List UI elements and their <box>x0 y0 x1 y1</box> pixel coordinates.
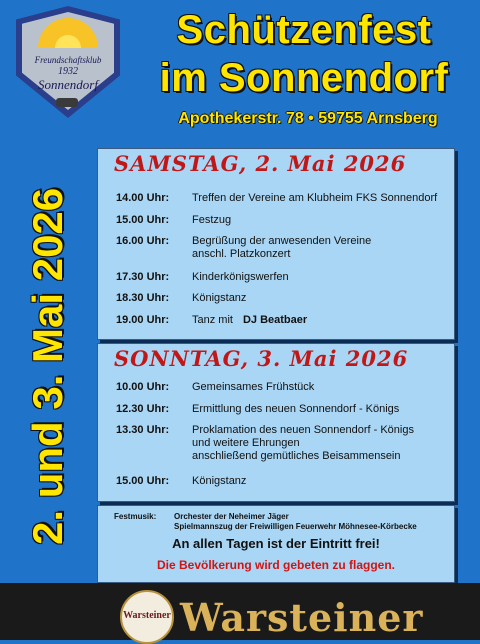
schedule-event <box>192 381 452 394</box>
music-line-1: Orchester der Neheimer Jäger <box>174 512 289 521</box>
event-line: Festzug <box>192 214 232 226</box>
event-line: Treffen der Vereine am Klubheim FKS Sonnendorf <box>192 192 438 204</box>
warsteiner-logo <box>120 590 174 644</box>
music-label: Festmusik: <box>114 512 157 521</box>
schedule-time: 14.00 Uhr: <box>116 192 170 204</box>
crest-year: 1932 <box>58 66 78 77</box>
sponsor-footer <box>0 583 480 640</box>
info-panel <box>97 505 455 583</box>
schedule-event <box>192 192 452 205</box>
club-crest <box>16 6 120 118</box>
crest-name: Sonnendorf <box>38 77 98 92</box>
flag-notice: Die Bevölkerung wird gebeten zu flaggen. <box>156 558 396 572</box>
schedule-event <box>192 235 452 261</box>
music-line-2: Spielmannszug der Freiwilligen Feuerwehr Möhnesee-Körbecke <box>174 522 417 531</box>
schedule-event <box>192 271 452 284</box>
event-line: Proklamation des neuen Sonnendorf - Königs <box>192 424 414 436</box>
title-line-2: im Sonnendorf <box>159 56 449 100</box>
address: Apothekerstr. 78 • 59755 Arnsberg <box>178 110 438 127</box>
schedule-time: 13.30 Uhr: <box>116 424 170 436</box>
event-line: und weitere Ehrungen <box>192 437 300 449</box>
event-line: Tanz mit DJ Beatbaer <box>192 314 308 326</box>
event-line: anschl. Platzkonzert <box>192 248 291 260</box>
title-line-1: Schützenfest <box>176 8 432 52</box>
schedule-time: 19.00 Uhr: <box>116 314 170 326</box>
schedule-time: 16.00 Uhr: <box>116 235 170 247</box>
vertical-date: 2. und 3. Mai 2026 <box>24 187 71 545</box>
schedule-time: 15.00 Uhr: <box>116 475 170 487</box>
schedule-event <box>192 292 452 305</box>
schedule-event <box>192 314 452 327</box>
sunday-heading: SONNTAG, 3. Mai 2026 <box>114 346 409 371</box>
crest-text <box>20 56 116 91</box>
schedule-event <box>192 424 452 463</box>
schedule-event <box>192 475 452 488</box>
event-line: Königstanz <box>192 475 247 487</box>
event-line: anschließend gemütliches Beisammensein <box>192 450 401 462</box>
schedule-time: 10.00 Uhr: <box>116 381 170 393</box>
schedule-event <box>192 214 452 227</box>
dj-name: DJ Beatbaer <box>242 314 308 326</box>
schedule-time: 15.00 Uhr: <box>116 214 170 226</box>
logo-text: Warsteiner <box>123 610 171 621</box>
event-line: Ermittlung des neuen Sonnendorf - Königs <box>192 403 400 415</box>
saturday-panel <box>97 148 455 340</box>
schedule-time: 18.30 Uhr: <box>116 292 170 304</box>
event-line: Gemeinsames Frühstück <box>192 381 315 393</box>
event-line: Königstanz <box>192 292 247 304</box>
event-line: Kinderkönigswerfen <box>192 271 289 283</box>
free-entry-notice: An allen Tagen ist der Eintritt frei! <box>172 536 380 551</box>
sponsor-brand: Warsteiner <box>180 595 424 640</box>
handshake-icon <box>56 98 78 107</box>
schedule-event <box>192 403 452 416</box>
schedule-time: 17.30 Uhr: <box>116 271 170 283</box>
event-line: Begrüßung der anwesenden Vereine <box>192 235 372 247</box>
sunday-panel <box>97 343 455 502</box>
crest-club-line: Freundschaftsklub <box>34 55 102 65</box>
saturday-heading: SAMSTAG, 2. Mai 2026 <box>114 151 407 176</box>
schedule-time: 12.30 Uhr: <box>116 403 170 415</box>
